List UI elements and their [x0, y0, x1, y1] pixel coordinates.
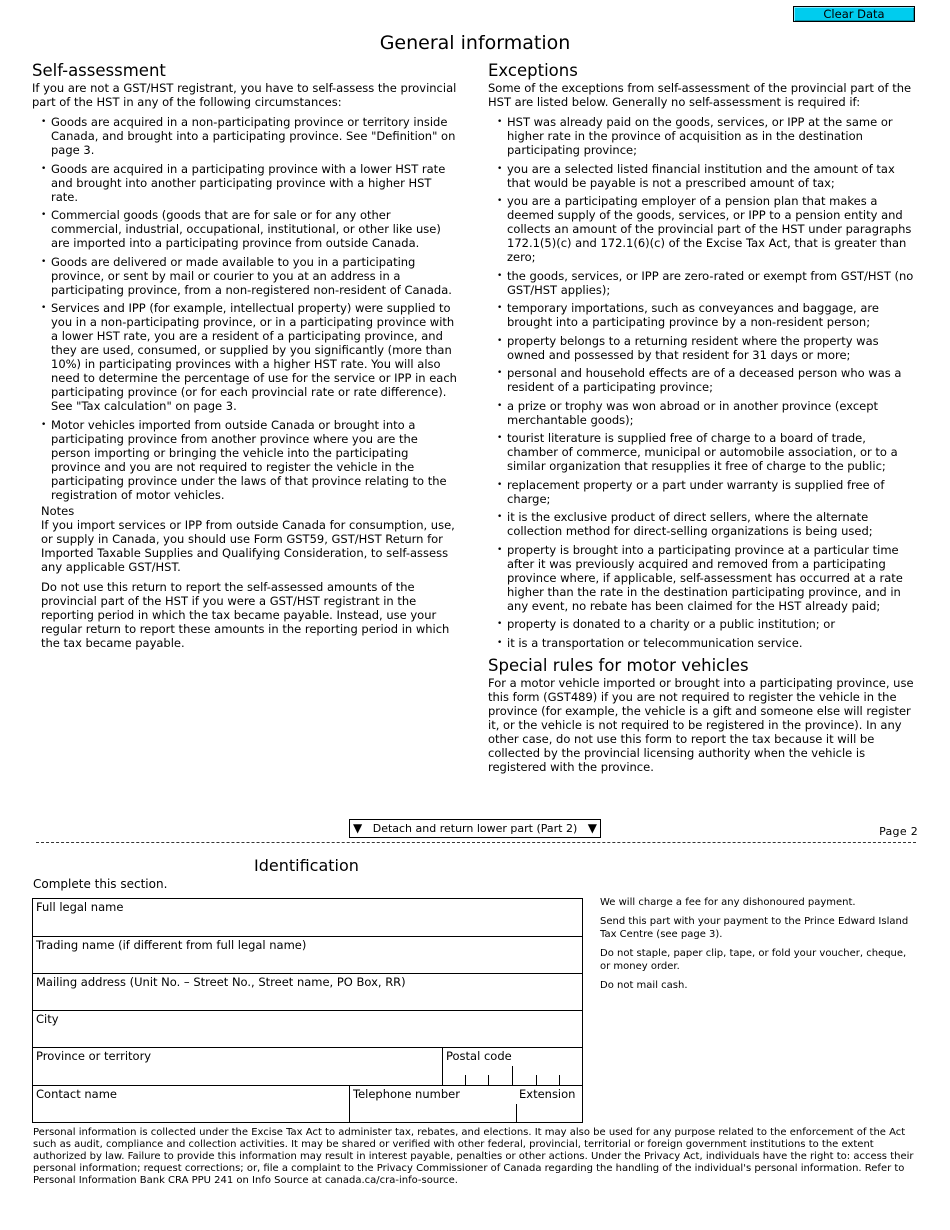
- list-item: • you are a selected listed financial institution and the amount of tax that would be payable is not a prescribed amount of tax;: [497, 162, 920, 190]
- list-item: • HST was already paid on the goods, services, or IPP at the same or higher rate in the province of acquisition as in the destination participating province;: [497, 115, 920, 157]
- field-label: Trading name (if different from full legal name): [36, 938, 307, 952]
- list-item: • Goods are delivered or made available to you in a participating province, or sent by mail or courier to you at an address in a participating province, from a non-registered non-resident of Canada.: [41, 255, 457, 297]
- postal-code-divider: [536, 1075, 537, 1085]
- self-assessment-heading: Self-assessment: [32, 61, 166, 80]
- cut-line: [36, 842, 916, 843]
- note-dishonoured-payment: We will charge a fee for any dishonoured payment.: [600, 897, 856, 908]
- province-field[interactable]: [32, 1047, 443, 1086]
- mailing-address-field[interactable]: [32, 973, 583, 1011]
- postal-code-divider: [465, 1075, 466, 1085]
- list-item: • a prize or trophy was won abroad or in another province (except merchantable goods);: [497, 399, 920, 427]
- list-item: • it is the exclusive product of direct sellers, where the alternate collection method for direct-selling organizations is being used;: [497, 510, 920, 538]
- clear-data-button[interactable]: Clear Data: [793, 6, 915, 22]
- field-label: Telephone number: [353, 1087, 460, 1101]
- special-rules-heading: Special rules for motor vehicles: [488, 655, 749, 675]
- detach-text: Detach and return lower part (Part 2): [372, 822, 578, 835]
- postal-code-field[interactable]: [442, 1047, 583, 1086]
- special-rules-text: For a motor vehicle imported or brought into a participating province, use this form (GST489) if you are not required to register the vehicle in the province (for example, the vehicle is a gift and someone else will register it, or the vehicle is not required to be registered in the province). In any other case, do not use this form to report the tax because it will be collected by the provincial licensing authority when the vehicle is registered with the province.: [488, 675, 914, 774]
- list-item: • it is a transportation or telecommunication service.: [497, 636, 920, 650]
- identification-heading: Identification: [254, 856, 359, 875]
- list-item: • property belongs to a returning resident where the property was owned and possessed by that resident for 31 days or more;: [497, 334, 920, 362]
- list-item: • Motor vehicles imported from outside Canada or brought into a participating province from another province where you are the person importing or bringing the vehicle into the participating province and you are not required to register the vehicle in the participating province under the laws of that province relating to the registration of motor vehicles.: [41, 418, 457, 502]
- list-item: • property is brought into a participating province at a particular time after it was previously acquired and removed from a participating province where, if applicable, self-assessment has occurred at a rate higher than the rate in the destination participating province, and in any event, no rebate has been claimed for the HST already paid;: [497, 543, 920, 613]
- list-item: • Goods are acquired in a participating province with a lower HST rate and brought into another participating province with a higher HST rate.: [41, 162, 457, 204]
- contact-name-field[interactable]: [32, 1085, 350, 1123]
- arrow-down-icon: ▼: [587, 821, 597, 835]
- note-do-not-staple: Do not staple, paper clip, tape, or fold your voucher, cheque, or money order.: [600, 948, 907, 972]
- note-no-cash: Do not mail cash.: [600, 980, 688, 991]
- extension-label: Extension: [519, 1087, 576, 1101]
- list-item: • Goods are acquired in a non-participating province or territory inside Canada, and brought into a participating province. See "Definition" on page 3.: [41, 115, 457, 157]
- field-label: City: [36, 1012, 59, 1026]
- page-title: General information: [379, 32, 571, 54]
- list-item: • property is donated to a charity or a public institution; or: [497, 617, 920, 631]
- field-label: Province or territory: [36, 1049, 152, 1063]
- field-label: Postal code: [446, 1049, 512, 1063]
- list-item: • Commercial goods (goods that are for sale or for any other commercial, industrial, occupational, institutional, or other like use) are imported into a participating province from outside Canada.: [41, 208, 457, 250]
- identification-instruction: Complete this section.: [33, 877, 168, 891]
- postal-code-divider: [488, 1075, 489, 1085]
- list-item: • the goods, services, or IPP are zero-rated or exempt from GST/HST (no GST/HST applies);: [497, 269, 920, 297]
- telephone-field[interactable]: [349, 1085, 583, 1123]
- field-label: Full legal name: [36, 900, 124, 914]
- page-number: Page 2: [879, 825, 918, 838]
- list-item: • tourist literature is supplied free of charge to a board of trade, chamber of commerce, municipal or automobile association, or to a similar organization that resupplies it free of charge to the public;: [497, 431, 920, 473]
- self-assessment-section: [32, 61, 457, 650]
- postal-code-divider: [559, 1075, 560, 1085]
- exceptions-list: [497, 115, 920, 650]
- privacy-statement: Personal information is collected under the Excise Tax Act to administer tax, rebates, and elections. It may also be used for any purpose related to the enforcement of the Act such as audit, compliance and collection activities. It may be shared or verified with other federal, provincial, territorial or foreign government institutions to the extent authorized by law. Failure to provide this information may result in interest payable, penalties or other actions. Under the Privacy Act, individuals have the right to: access their personal information; request corrections; or, file a complaint to the Privacy Commissioner of Canada regarding the handling of the individual's personal information. Refer to Personal Information Bank CRA PPU 241 on Info Source at canada.ca/cra-info-source.: [33, 1127, 914, 1186]
- arrow-down-icon: ▼: [353, 821, 363, 835]
- self-assessment-list: [41, 115, 457, 502]
- postal-code-divider: [512, 1066, 513, 1085]
- city-field[interactable]: [32, 1010, 583, 1048]
- self-assessment-intro: If you are not a GST/HST registrant, you have to self-assess the provincial part of the HST in any of the following circumstances:: [32, 81, 457, 109]
- note-imported-services: If you import services or IPP from outside Canada for consumption, use, or supply in Canada, you should use Form GST59, GST/HST Return for Imported Taxable Supplies and Qualifying Consideration, to self-assess any applicable GST/HST.: [41, 518, 455, 574]
- list-item: • temporary importations, such as conveyances and baggage, are brought into a participating province by a non-resident person;: [497, 301, 920, 329]
- exceptions-heading: Exceptions: [488, 61, 578, 80]
- detach-banner: [349, 819, 601, 838]
- field-label: Mailing address (Unit No. – Street No., Street name, PO Box, RR): [36, 975, 406, 989]
- list-item: • Services and IPP (for example, intellectual property) were supplied to you in a non-participating province, or in a participating province with a lower HST rate, you are a resident of a participating province, and they are used, consumed, or supplied by you significantly (more than 10%) in participating provinces with a higher HST rate. You will also need to determine the percentage of use for the service or IPP in each participating province (or for each provincial rate or rate difference). See "Tax calculation" on page 3.: [41, 301, 457, 413]
- list-item: • personal and household effects are of a deceased person who was a resident of a participating province;: [497, 366, 920, 394]
- payment-notes: [600, 896, 918, 998]
- notes-heading: Notes: [41, 504, 75, 518]
- note-registrant: Do not use this return to report the self-assessed amounts of the provincial part of the HST if you were a GST/HST registrant in the reporting period in which the tax became payable. Instead, use your regular return to report these amounts in the reporting period in which the tax became payable.: [41, 580, 450, 650]
- note-send-to-tax-centre: Send this part with your payment to the Prince Edward Island Tax Centre (see page 3).: [600, 916, 909, 940]
- list-item: • you are a participating employer of a pension plan that makes a deemed supply of the goods, services, or IPP to a pension entity and collects an amount of the provincial part of the HST under paragraphs 172.1(5)(c) and 172.1(6)(c) of the Excise Tax Act, that is greater than zero;: [497, 194, 920, 264]
- field-label: Contact name: [36, 1087, 118, 1101]
- full-legal-name-field[interactable]: [32, 898, 583, 937]
- extension-divider: [516, 1104, 517, 1123]
- trading-name-field[interactable]: [32, 936, 583, 974]
- list-item: • replacement property or a part under warranty is supplied free of charge;: [497, 478, 920, 506]
- exceptions-intro: Some of the exceptions from self-assessment of the provincial part of the HST are listed below. Generally no self-assessment is required if:: [488, 81, 912, 109]
- exceptions-section: [488, 61, 920, 774]
